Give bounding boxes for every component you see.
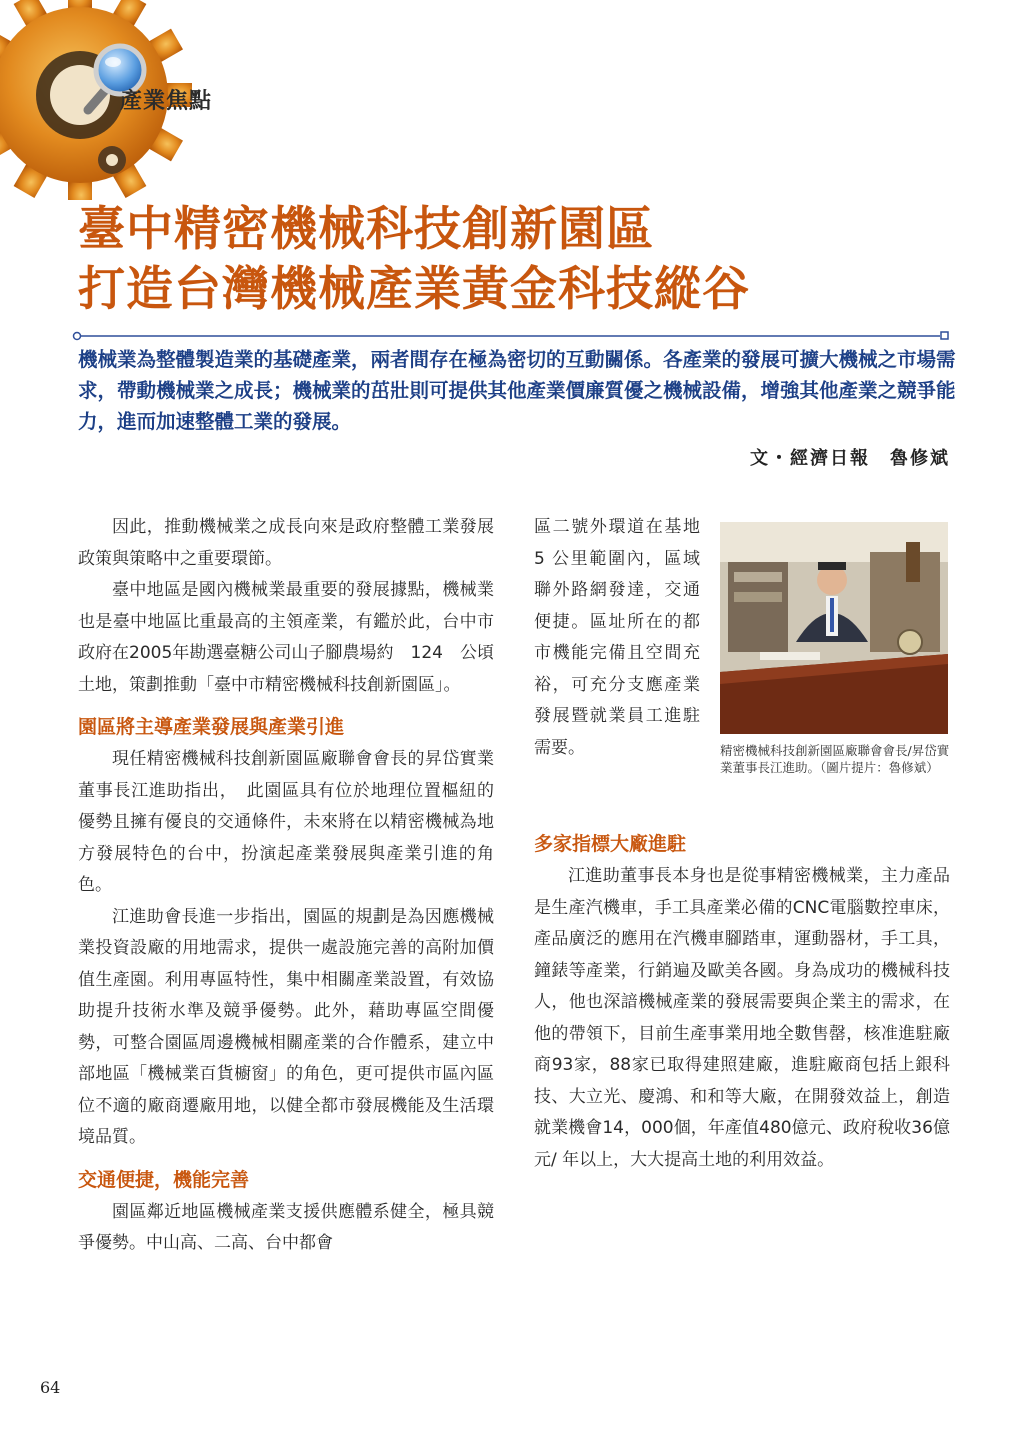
paragraph: 現任精密機械科技創新園區廠聯會會長的昇岱實業董事長江進助指出， 此園區具有位於地理位置樞紐的優勢且擁有優良的交通條件，未來將在以精密機械為地方發展特色的台中，扮演起產業發展與產業引進的角色。	[78, 749, 494, 895]
paragraph: 臺中地區是國內機械業最重要的發展據點，機械業也是臺中地區比重最高的主領產業，有鑑於此，台中市政府在2005年勘選臺糖公司山子腳農場約 124 公頃土地，策劃推動「臺中市精密機械科技創新園區」。	[78, 580, 494, 695]
section-heading: 園區將主導產業發展與產業引進	[78, 716, 345, 738]
page-number: 64	[40, 1378, 61, 1397]
section-heading: 交通便捷，機能完善	[78, 1168, 250, 1191]
article-lead: 機械業為整體製造業的基礎產業，兩者間存在極為密切的互動關係。各產業的發展可擴大機械之市場需求，帶動機械業之成長；機械業的茁壯則可提供其他產業價廉質優之機械設備，增強其他產業之競爭能力，進而加速整體工業的發展。	[78, 348, 956, 433]
byline: 文・經濟日報 魯修斌	[750, 448, 950, 469]
paragraph: 園區鄰近地區機械產業支援供應體系健全，極具競爭優勢。中山高、二高、台中都會	[78, 1201, 494, 1253]
right-column-top	[534, 512, 700, 764]
title-line-2: 打造台灣機械產業黃金科技縱谷	[78, 262, 750, 317]
section-heading: 多家指標大廠進駐	[534, 833, 687, 855]
photo-caption: 精密機械科技創新園區廠聯會會長/昇岱實業董事長江進助。（圖片提片：魯修斌）	[720, 743, 950, 775]
section-tag: 產業焦點	[120, 88, 213, 114]
paragraph: 區二號外環道在基地 5 公里範圍內，區域聯外路網發達，交通便捷。區址所在的都市機能完備且空間充裕，可充分支應產業發展暨就業員工進駐需要。	[534, 517, 700, 758]
article-title	[78, 200, 978, 320]
paragraph: 江進助董事長本身也是從事精密機械業，主力產品是生產汽機車，手工具產業必備的CNC電腦數控車床，產品廣泛的應用在汽機車腳踏車，運動器材，手工具，鐘錶等產業，行銷遍及歐美各國。身為成功的機械科技人，他也深諳機械產業的發展需要與企業主的需求，在他的帶領下，目前生產事業用地全數售罄，核准進駐廠商93家，88家已取得建照建廠，進駐廠商包括上銀科技、大立光、慶鴻、和和等大廠，在開發效益上，創造就業機會14，000個，年產值480億元、政府稅收36億元/ 年以上，大大提高土地的利用效益。	[534, 866, 950, 1170]
paragraph: 江進助會長進一步指出，園區的規劃是為因應機械業投資設廠的用地需求，提供一處設施完善的高附加價值生產園。利用專區特性，集中相關產業設置，有效協助提升技術水準及競爭優勢。此外，藉助專區空間優勢，可整合園區周邊機械相關產業的合作體系，建立中部地區「機械業百貨櫥窗」的角色，更可提供市區內區位不適的廠商遷廠用地，以健全都市發展機能及生活環境品質。	[78, 906, 494, 1147]
right-column	[534, 818, 950, 1176]
title-divider	[72, 331, 950, 341]
left-column	[78, 512, 494, 1260]
title-line-1: 臺中精密機械科技創新園區	[78, 202, 654, 257]
paragraph: 因此，推動機械業之成長向來是政府整體工業發展政策與策略中之重要環節。	[78, 517, 494, 569]
chairman-photo	[720, 522, 948, 734]
